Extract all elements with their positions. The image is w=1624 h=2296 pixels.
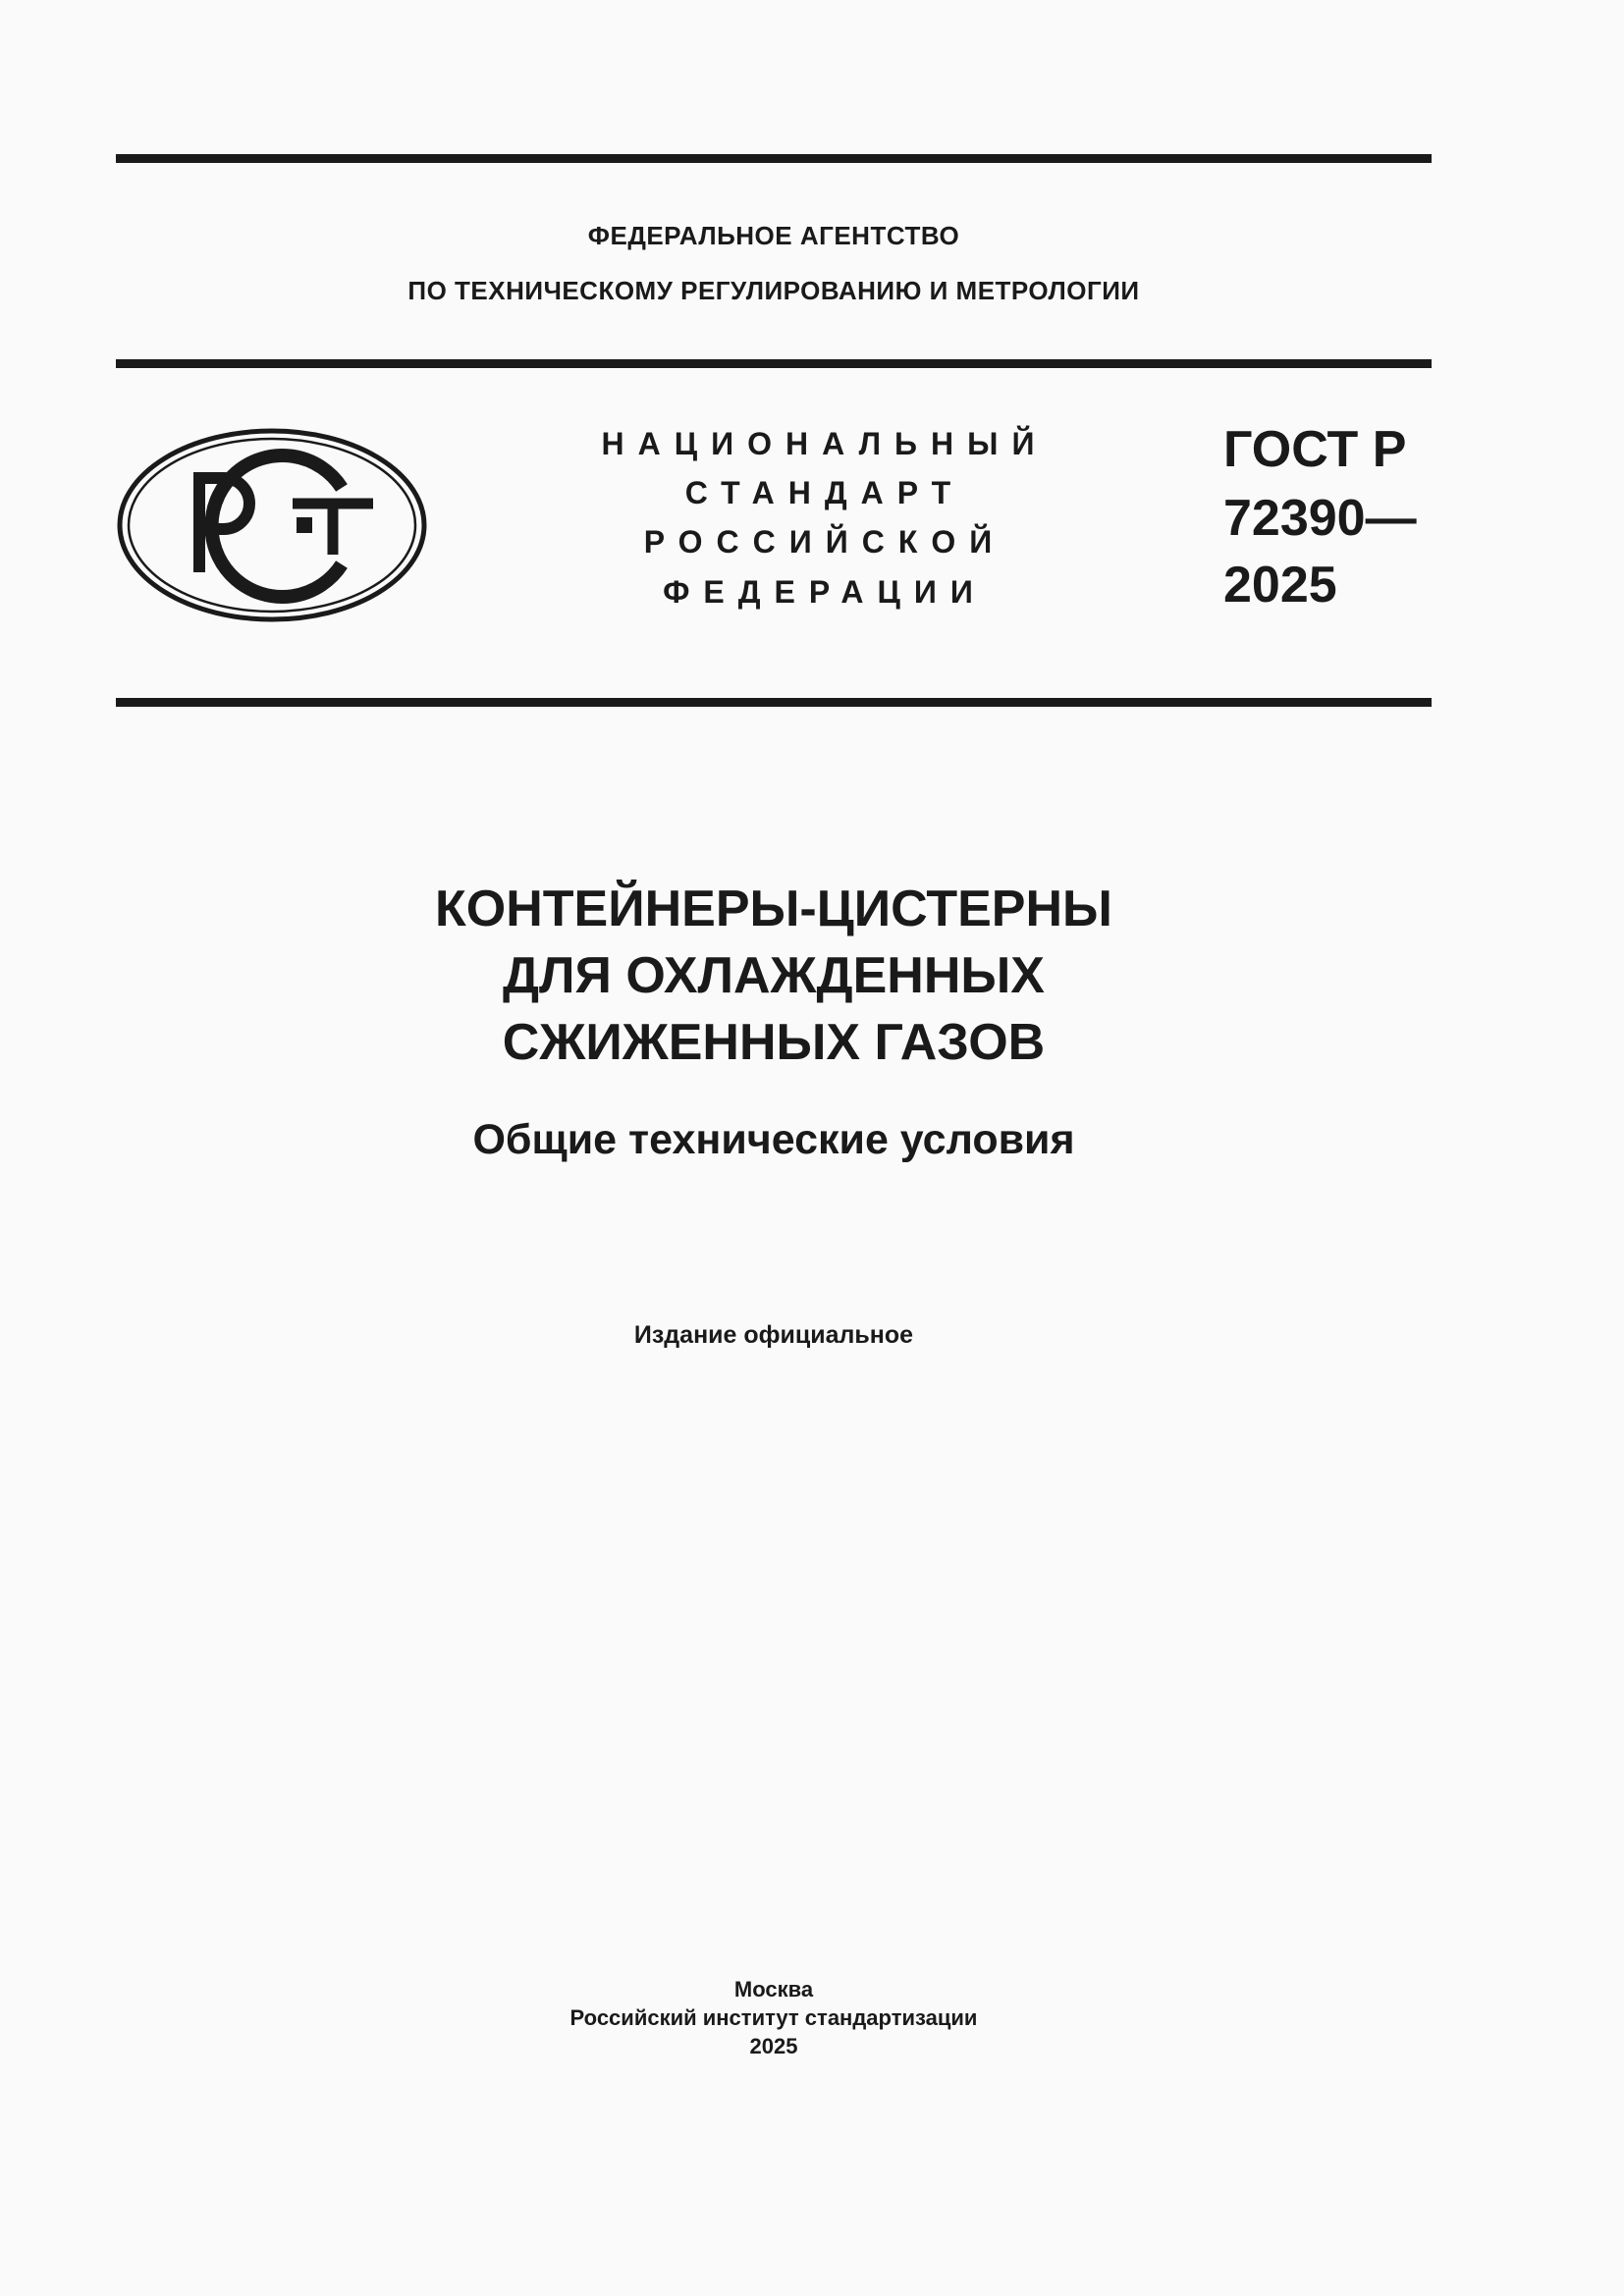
designation-line-2: 72390— (1223, 490, 1417, 547)
title-line-3: СЖИЖЕННЫХ ГАЗОВ (502, 1014, 1046, 1071)
designation-rule (116, 698, 1432, 707)
standard-type-line-1: НАЦИОНАЛЬНЫЙ (601, 426, 1049, 461)
title-line-1: КОНТЕЙНЕРЫ-ЦИСТЕРНЫ (435, 881, 1112, 937)
imprint-year: 2025 (749, 2034, 798, 2058)
imprint-publisher: Российский институт стандартизации (569, 2005, 978, 2030)
standard-type-line-4: ФЕДЕРАЦИИ (663, 574, 987, 610)
edition-label: Издание официальное (633, 1321, 914, 1349)
agency-line-1: ФЕДЕРАЛЬНОЕ АГЕНТСТВО (587, 221, 960, 250)
designation-line-3: 2025 (1223, 557, 1337, 614)
standard-type-line-2: СТАНДАРТ (684, 475, 965, 510)
rst-certification-mark-icon (116, 427, 428, 623)
top-rule (116, 154, 1432, 163)
designation-line-1: ГОСТ Р (1223, 421, 1407, 478)
header-rule (116, 359, 1432, 368)
agency-line-2: ПО ТЕХНИЧЕСКОМУ РЕГУЛИРОВАНИЮ И МЕТРОЛОГИИ (407, 276, 1140, 305)
standard-type-line-3: РОССИЙСКОЙ (643, 524, 1006, 560)
subtitle: Общие технические условия (472, 1116, 1075, 1163)
imprint-city: Москва (733, 1977, 814, 2002)
title-line-2: ДЛЯ ОХЛАЖДЕННЫХ (503, 947, 1045, 1004)
